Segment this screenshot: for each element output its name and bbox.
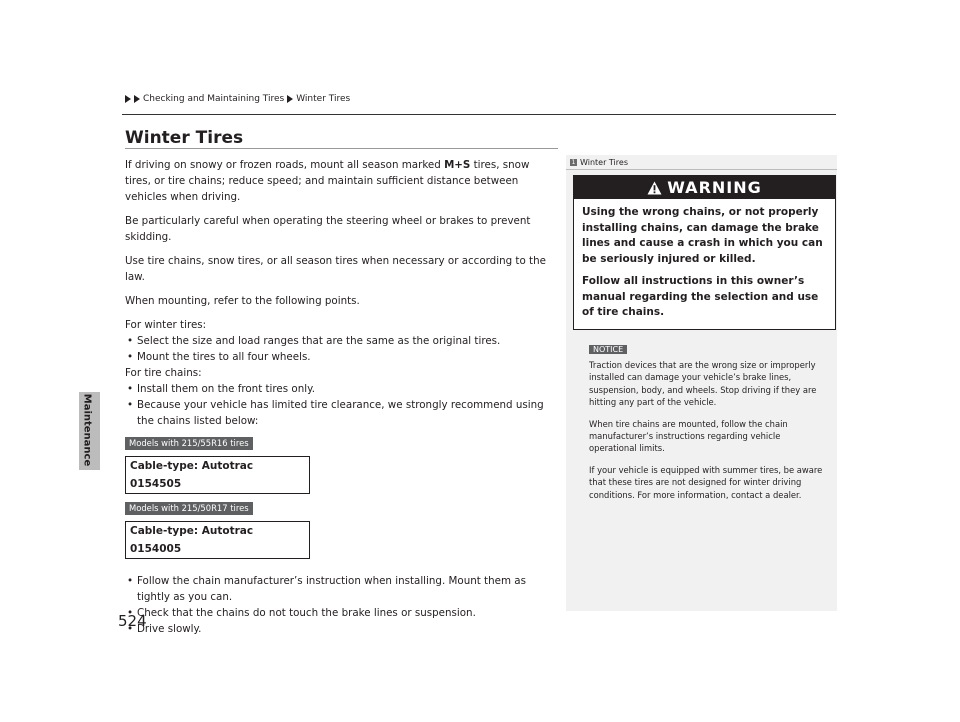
reference-marker-icon: 1 xyxy=(571,159,576,166)
breadcrumb-page[interactable]: Winter Tires xyxy=(296,94,351,104)
title-divider xyxy=(125,148,558,149)
list-item: • Mount the tires to all four wheels. xyxy=(125,349,558,365)
model-block xyxy=(125,429,558,494)
warning-text xyxy=(574,199,835,321)
note-paragraph: If your vehicle is equipped with summer tires, be aware that these tires are not designed for winter driving conditions. For more information, contact a dealer. xyxy=(589,464,823,500)
notice-text xyxy=(589,359,829,510)
tire-chains-heading: For tire chains: xyxy=(125,367,202,379)
page-title: Winter Tires xyxy=(125,128,244,148)
warning-header xyxy=(574,176,835,199)
panel-heading xyxy=(570,158,628,167)
skid-paragraph: Be particularly careful when operating the steering wheel or brakes to prevent skidding. xyxy=(125,215,531,243)
list-item: • Because your vehicle has limited tire clearance, we strongly recommend using the chains listed below: xyxy=(125,397,558,429)
warning-triangle-icon xyxy=(647,181,662,195)
section-label: Maintenance xyxy=(81,393,93,467)
model-block xyxy=(125,494,558,559)
panel-heading-text: Winter Tires xyxy=(580,158,628,167)
list-item: • Follow the chain manufacturer’s instruction when installing. Mount them as tightly as you can. xyxy=(125,573,558,605)
chain-instructions-list xyxy=(125,573,558,637)
model-tag: Models with 215/55R16 tires xyxy=(125,437,253,450)
breadcrumb-arrow-icon xyxy=(287,95,293,103)
list-item: • Drive slowly. xyxy=(125,621,558,637)
breadcrumb xyxy=(125,94,350,104)
notice-paragraph: Traction devices that are the wrong size or improperly installed can damage your vehicle’s brake lines, suspension, body, and wheels. Stop driving if they are hitting any part of the vehicle. xyxy=(589,360,817,408)
chain-part-box: Cable-type: Autotrac 0154505 xyxy=(125,456,310,494)
winter-tires-heading: For winter tires: xyxy=(125,319,207,331)
intro-paragraph xyxy=(125,157,558,205)
intro-text-start: If driving on snowy or frozen roads, mount all season marked xyxy=(125,159,445,171)
panel-divider xyxy=(566,169,837,170)
law-paragraph: Use tire chains, snow tires, or all season tires when necessary or according to the law. xyxy=(125,255,546,283)
notice-label: NOTICE xyxy=(589,345,627,354)
intro-text-end: tires, snow tires, or tire chains; reduce speed; and maintain sufficient distance between vehicles when driving. xyxy=(125,159,530,203)
breadcrumb-arrow-icon xyxy=(125,95,131,103)
chain-part-box: Cable-type: Autotrac 0154005 xyxy=(125,521,310,559)
warning-paragraph: Follow all instructions in this owner’s manual regarding the selection and use of tire chains. xyxy=(582,275,819,318)
tire-chains-list xyxy=(125,381,558,429)
list-item: • Install them on the front tires only. xyxy=(125,381,558,397)
side-panel xyxy=(566,155,837,611)
list-item: • Check that the chains do not touch the brake lines or suspension. xyxy=(125,605,558,621)
header-divider xyxy=(122,114,836,115)
warning-paragraph: Using the wrong chains, or not properly installing chains, can damage the brake lines and cause a crash in which you can be seriously injured or killed. xyxy=(582,206,823,265)
ms-marking: M+S xyxy=(444,159,471,171)
winter-tires-list xyxy=(125,333,558,365)
warning-box xyxy=(573,175,836,330)
main-content xyxy=(125,157,558,637)
page-number: 524 xyxy=(118,612,147,630)
breadcrumb-section[interactable]: Checking and Maintaining Tires xyxy=(143,94,285,104)
model-tag: Models with 215/50R17 tires xyxy=(125,502,253,515)
warning-label: WARNING xyxy=(667,178,762,197)
note-paragraph: When tire chains are mounted, follow the chain manufacturer’s instructions regarding vehicle operational limits. xyxy=(589,418,788,454)
list-item: • Select the size and load ranges that are the same as the original tires. xyxy=(125,333,558,349)
mounting-paragraph: When mounting, refer to the following points. xyxy=(125,295,360,307)
breadcrumb-arrow-icon xyxy=(134,95,140,103)
